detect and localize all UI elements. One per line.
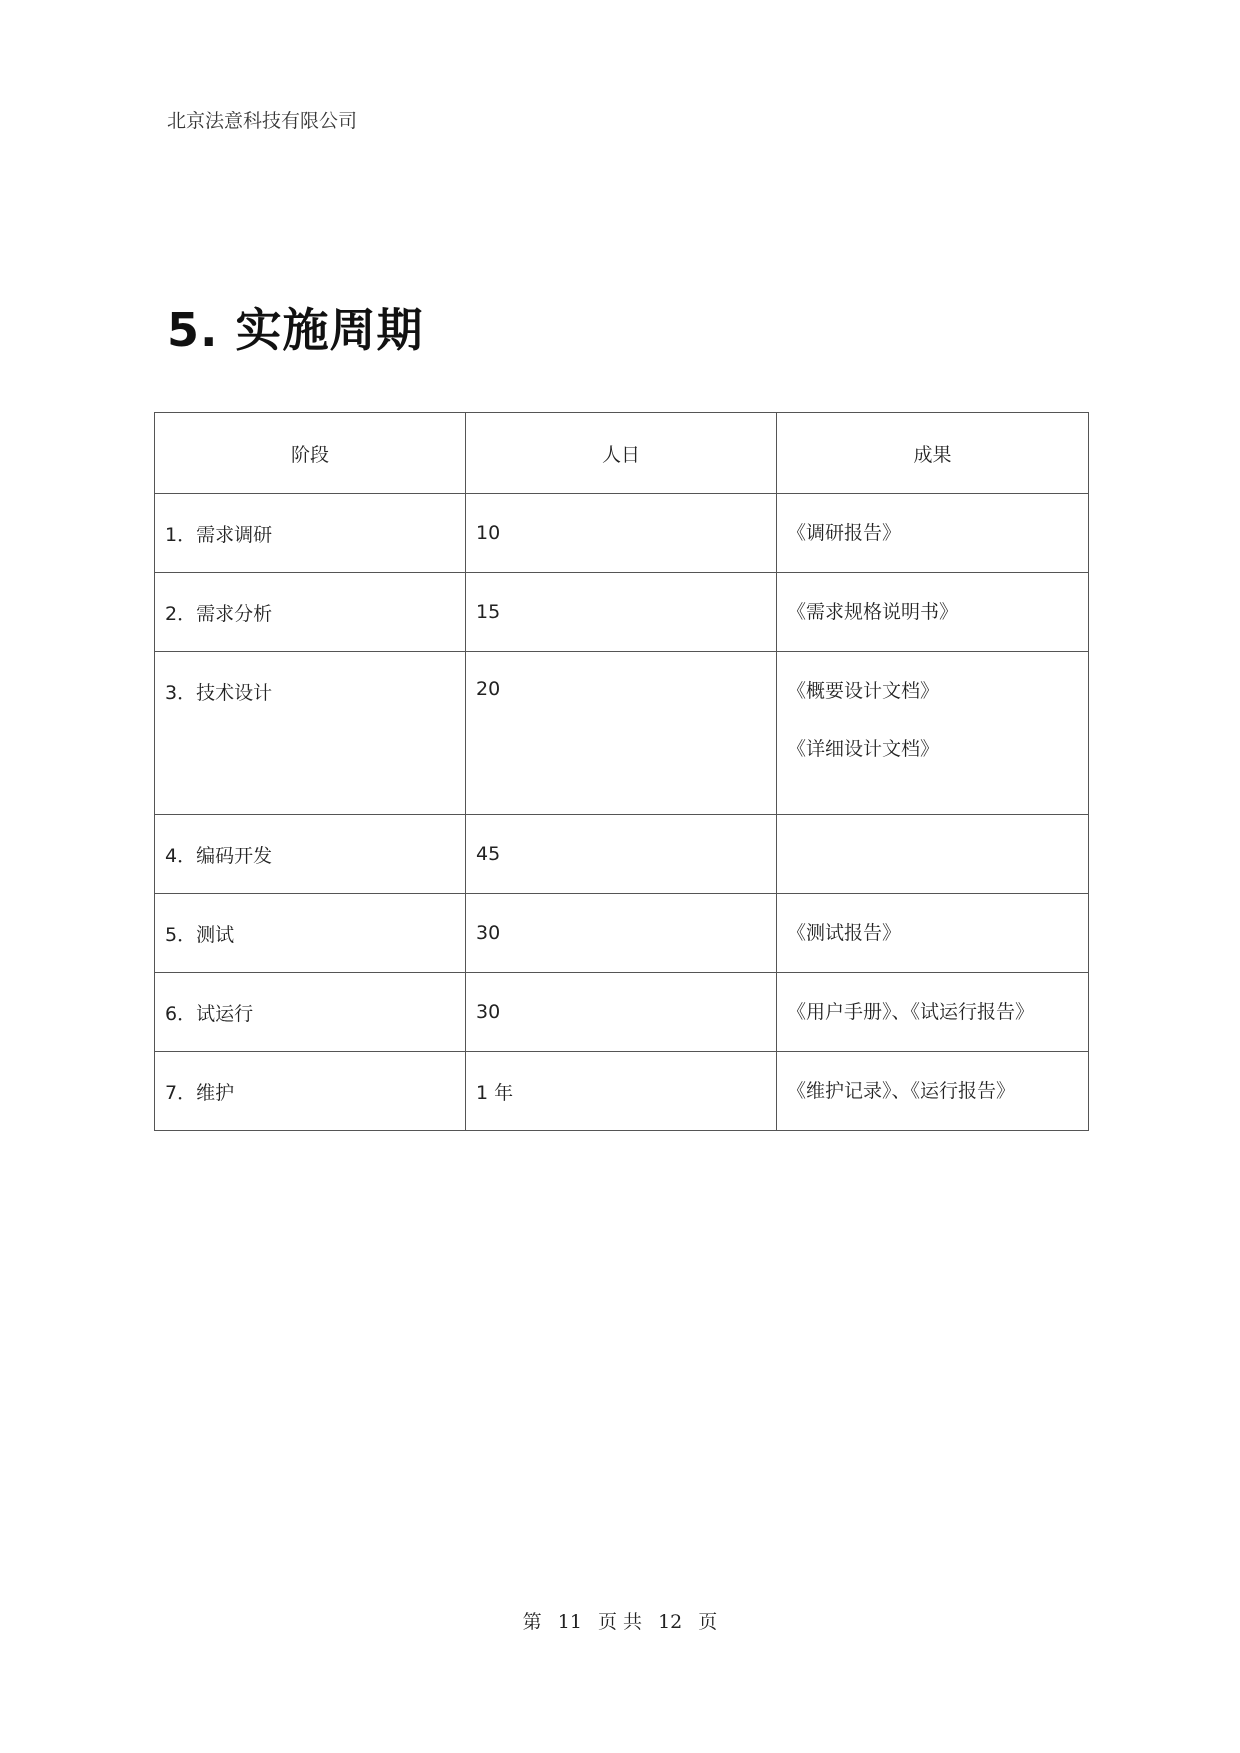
days-cell: 1 年 [466,1052,777,1131]
table-row [155,652,1089,815]
result-item: 《测试报告》 [787,922,902,944]
days-cell: 20 [466,652,777,815]
days-cell: 15 [466,573,777,652]
days-cell: 45 [466,815,777,894]
table-row [155,815,1089,894]
column-header-stage: 阶段 [155,413,466,494]
stage-cell: 4．编码开发 [155,815,466,894]
results-cell [777,573,1089,652]
table-header-row [155,413,1089,494]
stage-cell: 2．需求分析 [155,573,466,652]
footer-current-page: 11 [557,1611,582,1633]
table-row [155,894,1089,973]
result-item: 《概要设计文档》 [787,680,940,702]
table-row [155,573,1089,652]
results-cell [777,815,1089,894]
days-cell: 10 [466,494,777,573]
footer-prefix: 第 [522,1611,542,1633]
footer-middle: 页 共 [597,1611,643,1633]
table-row [155,494,1089,573]
results-cell [777,494,1089,573]
stage-cell: 1．需求调研 [155,494,466,573]
footer-suffix: 页 [698,1611,718,1633]
days-cell: 30 [466,894,777,973]
result-item: 《维护记录》、《运行报告》 [787,1080,1016,1102]
column-header-results: 成果 [777,413,1089,494]
header-company-name: 北京法意科技有限公司 [167,110,358,132]
stage-cell: 6．试运行 [155,973,466,1052]
stage-cell: 5．测试 [155,894,466,973]
table-body [155,494,1089,1131]
result-item: 《用户手册》、《试运行报告》 [787,1001,1035,1023]
stage-cell: 3．技术设计 [155,652,466,815]
result-item: 《详细设计文档》 [787,738,940,760]
stage-cell: 7．维护 [155,1052,466,1131]
result-item: 《调研报告》 [787,522,902,544]
result-item: 《需求规格说明书》 [787,601,959,623]
results-cell [777,1052,1089,1131]
table-header [155,413,1089,494]
table-row [155,1052,1089,1131]
section-title: 5. 实施周期 [167,303,424,357]
results-cell [777,652,1089,815]
schedule-table [154,412,1089,1131]
results-cell [777,973,1089,1052]
column-header-days: 人日 [466,413,777,494]
days-cell: 30 [466,973,777,1052]
footer-total-pages: 12 [658,1611,683,1633]
table-row [155,973,1089,1052]
page-footer [0,1607,1240,1634]
results-cell [777,894,1089,973]
